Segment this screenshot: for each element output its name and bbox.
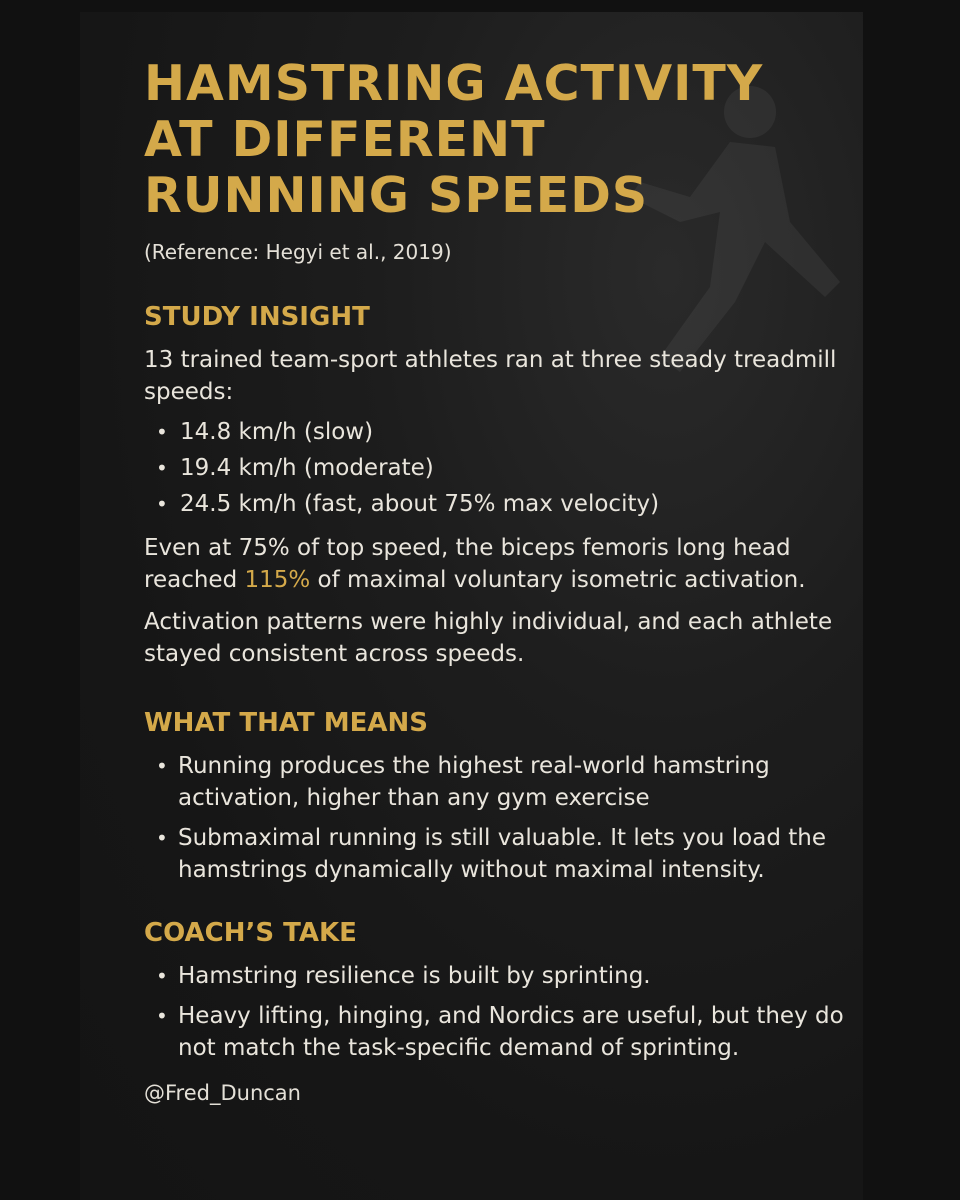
activation-text-after: of maximal voluntary isometric activation. (310, 567, 806, 593)
speed-item-moderate: • 19.4 km/h (moderate) (144, 450, 844, 486)
speed-item-fast: • 24.5 km/h (fast, about 75% max velocity) (144, 486, 844, 522)
reference-citation: (Reference: Hegyi et al., 2019) (144, 240, 452, 264)
infographic-card (80, 12, 863, 1200)
study-insight-heading: STUDY INSIGHT (144, 302, 370, 332)
speed-item-slow: • 14.8 km/h (slow) (144, 414, 844, 450)
meaning-item-submaximal: • Submaximal running is still valuable. It lets you load the hamstrings dynamically without maximal intensity. (144, 822, 844, 886)
speed-list (144, 414, 844, 522)
meaning-list (144, 750, 844, 886)
coach-take-list (144, 960, 844, 1064)
author-handle: @Fred_Duncan (144, 1081, 301, 1105)
activation-highlight-value: 115% (244, 567, 311, 593)
activation-patterns-text: Activation patterns were highly individual, and each athlete stayed consistent across speeds. (144, 609, 833, 667)
coachs-take-heading: COACH’S TAKE (144, 918, 357, 948)
title-line-2: AT DIFFERENT (144, 111, 546, 168)
activation-finding-text (144, 532, 844, 596)
study-intro-text: 13 trained team-sport athletes ran at three steady treadmill speeds: (144, 347, 837, 405)
what-that-means-heading: WHAT THAT MEANS (144, 708, 428, 738)
coach-item-sprinting: • Hamstring resilience is built by sprinting. (144, 960, 844, 992)
activation-text-before: Even at 75% of top speed, the biceps femoris long head reached (144, 535, 791, 593)
title-line-3: RUNNING SPEEDS (144, 167, 649, 224)
meaning-item-running: • Running produces the highest real-world hamstring activation, higher than any gym exercise (144, 750, 844, 814)
coach-item-lifting: • Heavy lifting, hinging, and Nordics are useful, but they do not match the task-specific demand of sprinting. (144, 1000, 844, 1064)
page-title (144, 56, 844, 224)
content-column (144, 56, 844, 1108)
title-line-1: HAMSTRING ACTIVITY (144, 55, 764, 112)
